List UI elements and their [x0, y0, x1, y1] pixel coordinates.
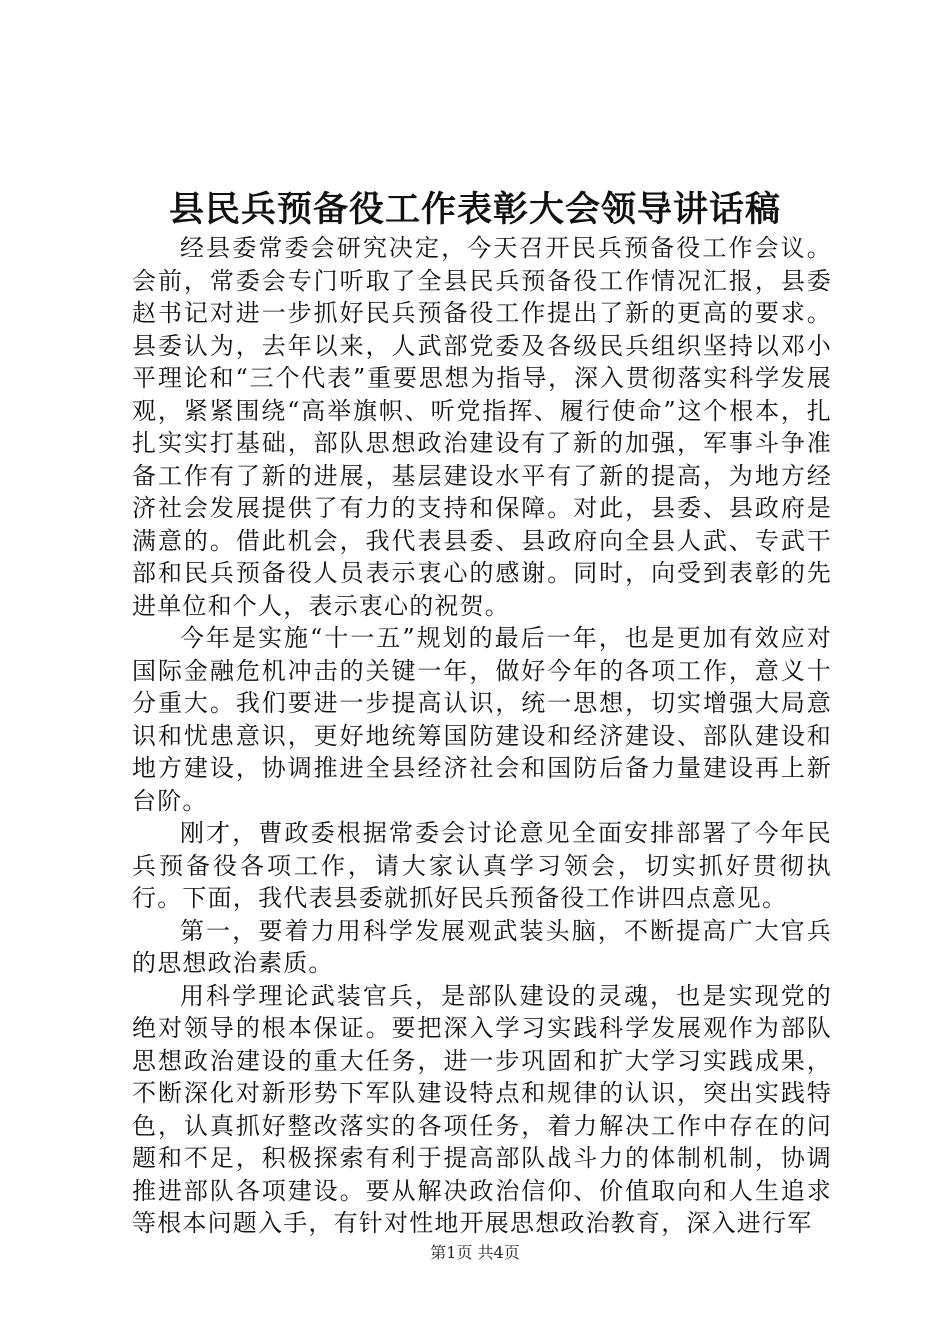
paragraph-3: 刚才，曹政委根据常委会讨论意见全面安排部署了今年民兵预备役各项工作，请大家认真学习领会，切实抓好贯彻执行。下面，我代表县委就抓好民兵预备役工作讲四点意见。: [132, 819, 832, 912]
paragraph-4: 第一，要着力用科学发展观武装头脑，不断提高广大官兵的思想政治素质。: [132, 916, 832, 977]
page-number-footer: 第1页 共4页: [430, 1243, 520, 1262]
paragraph-5: 用科学理论武装官兵，是部队建设的灵魂，也是实现党的绝对领导的根本保证。要把深入学习实践科学发展观作为部队思想政治建设的重大任务，进一步巩固和扩大学习实践成果，不断深化对新形势下军队建设特点和规律的认识，突出实践特色，认真抓好整改落实的各项任务，着力解决工作中存在的问题和不足，积极探索有利于提高部队战斗力的体制机制，协调推进部队各项建设。要从解决政治信仰、价值取向和人生追求等根本问题入手，有针对性地开展思想政治教育，深入进行军: [132, 981, 832, 1237]
paragraph-1: 经县委常委会研究决定，今天召开民兵预备役工作会议。会前，常委会专门听取了全县民兵预备役工作情况汇报，县委赵书记对进一步抓好民兵预备役工作提出了新的更高的要求。县委认为，去年以来，人武部党委及各级民兵组织坚持以邓小平理论和“三个代表”重要思想为指导，深入贯彻落实科学发展观，紧紧围绕“高举旗帜、听党指挥、履行使命”这个根本，扎扎实实打基础，部队思想政治建设有了新的加强，军事斗争准备工作有了新的进展，基层建设水平有了新的提高，为地方经济社会发展提供了有力的支持和保障。对此，县委、县政府是满意的。借此机会，我代表县委、县政府向全县人武、专武干部和民兵预备役人员表示衷心的感谢。同时，向受到表彰的先进单位和个人，表示衷心的祝贺。: [132, 234, 832, 620]
paragraph-2: 今年是实施“十一五”规划的最后一年，也是更加有效应对国际金融危机冲击的关键一年，做好今年的各项工作，意义十分重大。我们要进一步提高认识，统一思想，切实增强大局意识和忧患意识，更好地统筹国防建设和经济建设、部队建设和地方建设，协调推进全县经济社会和国防后备力量建设再上新台阶。: [132, 624, 832, 815]
document-body: [132, 232, 832, 1240]
document-title: 县民兵预备役工作表彰大会领导讲话稿: [168, 189, 781, 230]
